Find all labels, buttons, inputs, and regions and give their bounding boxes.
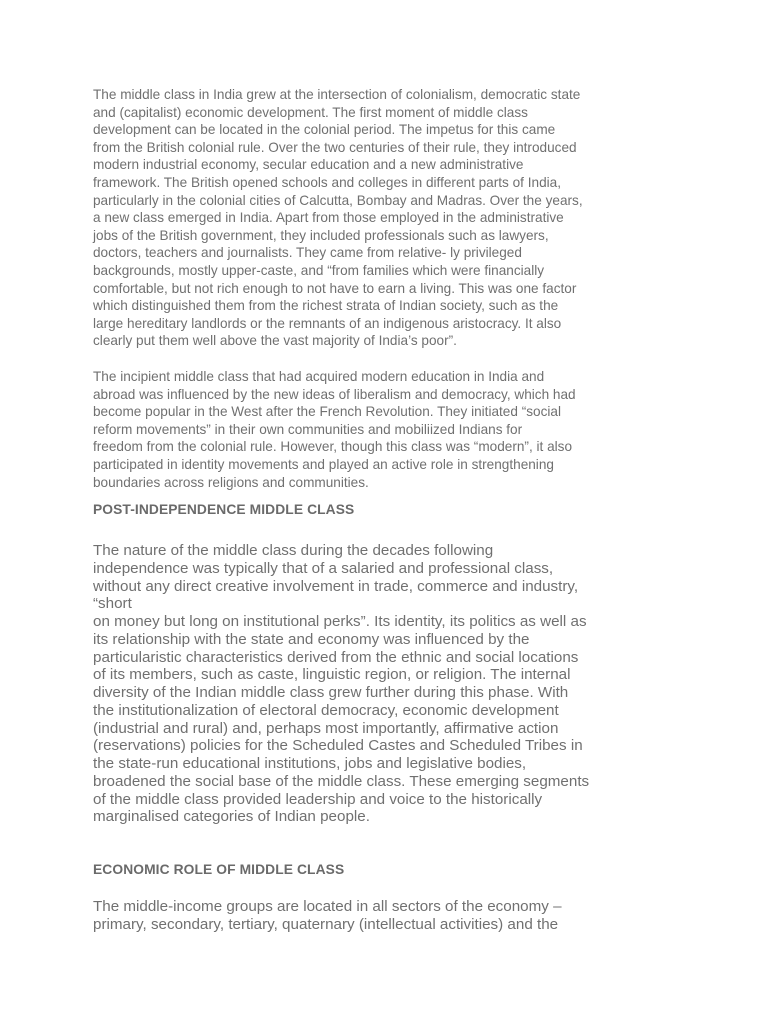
paragraph-colonial-middle-class	[93, 86, 693, 350]
text-line: marginalised categories of Indian people.	[93, 808, 370, 826]
text-line: on money but long on institutional perks”. Its identity, its politics as well as	[93, 613, 587, 630]
text-line: (reservations) policies for the Scheduled Castes and Scheduled Tribes in	[93, 737, 583, 755]
text-line: reform movements” in their own communities and mobiliized Indians for	[93, 421, 523, 437]
text-line: become popular in the West after the French Revolution. They initiated “social	[93, 404, 561, 420]
text-line: (industrial and rural) and, perhaps most importantly, affirmative action	[93, 719, 559, 737]
text-line: broadened the social base of the middle class. These emerging segments	[93, 772, 590, 790]
text-line: comfortable, but not rich enough to not have to earn a living. This was one factor	[93, 280, 577, 296]
text-line: freedom from the colonial rule. However, though this class was “modern”, it also	[93, 439, 573, 455]
text-line: primary, secondary, tertiary, quaternary (intellectual activities) and the	[93, 915, 559, 933]
text-line: jobs of the British government, they included professionals such as lawyers,	[93, 227, 549, 243]
text-line: of its members, such as caste, linguistic region, or religion. The internal	[93, 666, 571, 684]
paragraph-incipient-middle-class	[93, 368, 693, 491]
text-line: modern industrial economy, secular education and a new administrative	[93, 157, 524, 173]
text-line: which distinguished them from the richest strata of Indian society, such as the	[93, 298, 559, 314]
text-line: diversity of the Indian middle class grew further during this phase. With	[93, 684, 569, 701]
text-line: participated in identity movements and played an active role in strengthening	[93, 456, 554, 472]
section-heading-post-independence: POST-INDEPENDENCE MIDDLE CLASS	[93, 502, 355, 517]
text-line: without any direct creative involvement in trade, commerce and industry,	[93, 577, 579, 595]
text-line: boundaries across religions and communities.	[93, 474, 369, 490]
text-line: The middle-income groups are located in all sectors of the economy –	[93, 898, 562, 915]
text-line: development can be located in the colonial period. The impetus for this came	[93, 122, 556, 138]
paragraph-post-independence	[93, 542, 693, 826]
text-line: from the British colonial rule. Over the two centuries of their rule, they introduced	[93, 139, 577, 155]
text-line: the institutionalization of electoral democracy, economic development	[93, 701, 559, 719]
text-line: independence was typically that of a salaried and professional class,	[93, 559, 554, 577]
text-line: backgrounds, mostly upper-caste, and “from families which were financially	[93, 262, 545, 278]
text-line: The incipient middle class that had acquired modern education in India and	[93, 369, 545, 384]
text-line: clearly put them well above the vast majority of India’s poor”.	[93, 333, 457, 349]
text-line: its relationship with the state and economy was influenced by the	[93, 630, 530, 648]
section-heading-economic-role: ECONOMIC ROLE OF MIDDLE CLASS	[93, 862, 345, 877]
text-line: The middle class in India grew at the intersection of colonialism, democratic state	[93, 87, 581, 102]
text-line: particularistic characteristics derived from the ethnic and social locations	[93, 648, 579, 666]
text-line: doctors, teachers and journalists. They came from relative- ly privileged	[93, 245, 522, 261]
text-line: The nature of the middle class during the decades following	[93, 542, 494, 559]
text-line: and (capitalist) economic development. The first moment of middle class	[93, 104, 528, 120]
text-line: a new class emerged in India. Apart from those employed in the administrative	[93, 210, 564, 226]
text-line: abroad was influenced by the new ideas of liberalism and democracy, which had	[93, 386, 576, 402]
text-line: large hereditary landlords or the remnants of an indigenous aristocracy. It also	[93, 315, 562, 331]
text-line: framework. The British opened schools and colleges in different parts of India,	[93, 174, 561, 190]
text-line: particularly in the colonial cities of Calcutta, Bombay and Madras. Over the years,	[93, 192, 583, 208]
paragraph-economic-role	[93, 898, 693, 934]
text-line: “short	[93, 595, 132, 613]
text-line: of the middle class provided leadership and voice to the historically	[93, 790, 543, 808]
text-line: the state-run educational institutions, jobs and legislative bodies,	[93, 755, 527, 772]
